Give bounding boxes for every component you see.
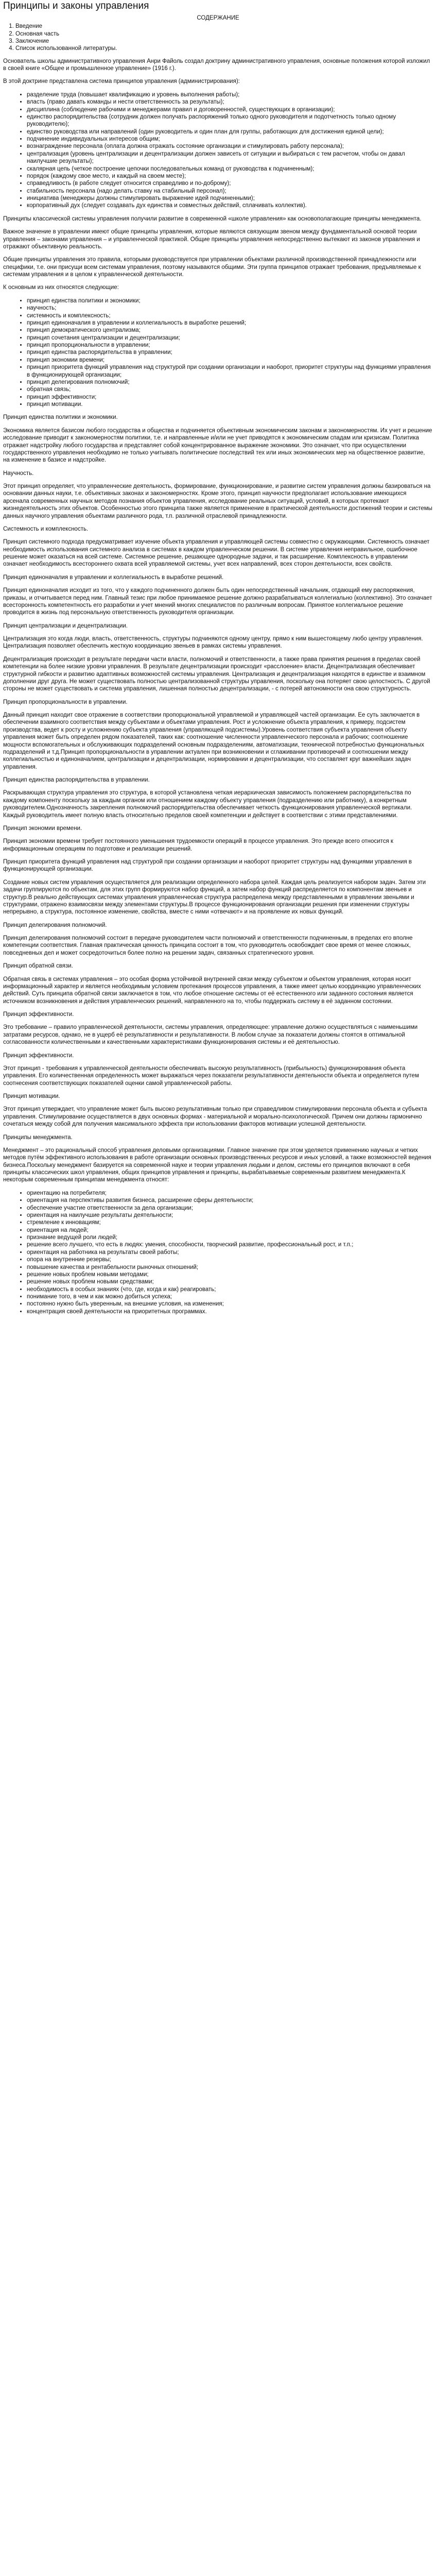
contents-heading: СОДЕРЖАНИЕ [197,14,239,21]
paragraph: Данный принцип находит свое отражение в соответствии пропорциональной управляемой и управляющей частей организации. Ее суть заключается в обеспечении взаимного соответствия между субъектами и объектами управления. Рост и усложнение объекта управления, к примеру, подсистем производства, ведет к росту и усложнению субъекта управления (управляющей подсистемы).Уровень соответствия субъекта управления объекту управления может быть определен рядом показателей, таких как: соотношение численности управленческого персонала и рабочих; соотношение мощности вспомогательных и обслуживающих подразделений основным подразделениям, автоматизации, технической потребностью функциональных подразделений и т.д.Принцип пропорциональности в управлении актуален при возникновении и сглаживании противоречий и соотношении между коллегиальностью и единоначалием, централизации и децентрализации, нормировании и децентрализации, что составляет круг важнейших задач управления. [3,712,424,770]
list-item: • повышение качества и рентабельности рыночных отношений; [27,1264,433,1271]
list-item: • принцип мотивации. [27,401,433,408]
paragraph: Принцип единоначалия исходит из того, что у каждого подчиненного должен быть один непосредственный начальник, отдающий ему распоряжения, приказы, и отчитывается перед ним. Главный тезис при любое принимаемое решение должно разрабатываться коллегиально (коллективно). Это означает всесторонность компетентность его разработки и учет мнений многих специалистов по различным вопросам. Принятое коллегиальное решение проводится в жизнь под персональную ответственность руководителя организации. [3,587,432,616]
paragraph: Принцип приоритета функций управления над структурой при создании организации и наоборот приоритет структуры над функциями управления в функционирующей организации. [3,859,412,873]
list-item: • принцип единоначалия в управлении и коллегиальность в выработке решений; [27,319,433,327]
paragraph: Принцип централизации и децентрализации. [3,622,128,629]
paragraph: Общие принципы управления это правила, которыми руководствуется при управлении объектами различной производственной принадлежности или специфики, т.е. они присущи всем системам управления, поэтому называются общими. Эти группа принципов отражает требования, предъявляемые к системам управления и в целом к управленческой деятельности. [3,257,421,278]
list-item: • порядок (каждому свое место, и каждый на своем месте); [27,173,433,180]
document-body [3,58,433,1316]
list-item: • стремление к инновациям; [27,1219,433,1226]
paragraph: Принцип единства политики и экономики. [3,414,118,421]
list-item: • инициатива (менеджеры должны стимулировать выражение идей подчиненными); [27,195,433,202]
list-item: • подчинение индивидуальных интересов общим; [27,135,433,143]
bullet-list [3,297,433,409]
list-item: • единство руководства или направлений (один руководитель и один план для группы, работающих для достижения единой цели); [27,128,433,135]
list-item: • признание ведущей роли людей; [27,1234,433,1241]
list-item: • власть (право давать команды и нести ответственность за результаты); [27,98,433,106]
paragraph: Децентрализация происходит в результате передачи части власти, полномочий и ответственности, а также права принятия решения в пределах своей компетенции на более низкие уровни управления. В результате децентрализации происходит «расслоение» власти. Децентрализация обеспечивает структурной гибкости и развитию адаптивных возможностей системы управления. Централизация и децентрализация находятся в единстве и взаимном дополнении друг друга. Не может существовать полностью централизованной структуры управления, поскольку она потеряет свою целостность. С другой стороны не может существовать и система управления, лишенная полностью децентрализации, - с потерей автономности она свою структурность. [3,656,430,692]
paragraph: Научность. [3,470,34,477]
paragraph: Принцип мотивации. [3,1093,60,1099]
paragraph: Принцип эффективности. [3,1011,74,1018]
paragraph: Принцип пропорциональности в управлении. [3,699,128,705]
list-item: • принцип сочетания централизации и децентрализации; [27,334,433,342]
list-item: • принцип единства политики и экономики; [27,297,433,304]
paragraph: Принцип обратной связи. [3,963,73,970]
list-item: • принцип делегирования полномочий; [27,379,433,386]
paragraph: Этот принцип определяет, что управленческие деятельность, формирование, функционирование, и развитие систем управления должны базироваться на основании данных науки, т.е. объективных законах и закономерностях. Кроме этого, принцип научности предполагает использование имеющихся арсенала современных научных методов познания объектов управления, исследование реальных ситуаций, условий, в которых протекают жизнедеятельность этих объектов. Особенностью этого принципа также является применение в практической деятельности достижений теории и системы данных научного управления объектами различного рода, т.п. различной отраслевой принадлежности. [3,483,432,519]
toc-item: 1. Введение [15,23,433,30]
list-item: • принцип экономии времени; [27,357,433,364]
list-item: • обеспечение участие ответственности за дела организации; [27,1205,433,1212]
paragraph: Менеджмент – это рациональный способ управления деловыми организациями. Главное значение при этом уделяется применению научных и четких методов путём эффективного использования в работе организации основных производственных ресурсов и иных условий, а также возможностей ведения бизнеса.Поскольку менеджмент базируется на современной науке и теории управления людьми и делом, системы его принципов включают в себя принципы классических школ управления, общих принципов управления и принципы, вырабатываемые современным развитием менеджмента.К некоторым современным принципам менеджмента относят: [3,1147,431,1183]
list-item: • ориентация на перспективы развития бизнеса, расширение сферы деятельности; [27,1197,433,1204]
list-item: • принцип единства распорядительства в управлении; [27,349,433,356]
paragraph: Принцип экономии времени требует постоянного уменьшения трудоемкости операций в процессе управления. Это прежде всего относится к информационным операциям по подготовке и реализации решений. [3,838,393,852]
list-item: • вознаграждение персонала (оплата должна отражать состояние организации и стимулировать работу персонала); [27,143,433,150]
list-item: • ориентация на наилучшие результаты деятельности; [27,1212,433,1219]
list-item: • обратная связь; [27,386,433,393]
paragraph: Экономика является базисом любого государства и общества и подчиняется объективным экономическим законам и закономерностям. Их учет и решение исследование приводит к закономерностям политики, т.е. и направленные и/или не учет приводятся к экономическим спадам или кризисам. Политика отражает надстройку любого государства и представляет собой концентрированное выражение экономики. Это означает, что при осуществлении государственного управления необходимо не только учитывать политические последствий тех или иных экономических мер на общественное развитие, на изменение в базисе и надстройке. [3,427,432,464]
paragraph: Принцип системного подхода предусматривает изучение объекта управления и управляющей системы совместно с окружающими. Системность означает необходимость использования системного анализа в системах в каждом управленческом решении. В системе управления неправильное, ошибочное решение может оказаться на всей системе. Системное решение, решающее однородные задачи, и так расширение. Комплексность в управлении означает необходимость всестороннего охвата всей управляемой системы, учет всех направлений, всех сторон деятельности, всех свойств. [3,539,430,568]
list-item: • стабильность персонала (надо делать ставку на стабильный персонал); [27,188,433,195]
toc-item: 4. Список использованной литературы. [15,45,433,52]
paragraph: К основным из них относятся следующие: [3,284,119,291]
bullet-list [3,91,433,210]
list-item: • централизация (уровень централизации и децентрализации должен зависеть от ситуации и выбираться с тем расчетом, чтобы он давал наилучшие результаты); [27,150,433,165]
list-item: • принцип демократического централизма; [27,327,433,334]
paragraph: Этот принцип утверждает, что управление может быть высоко результативным только при справедливом стимулировании персонала объекта и субъекта управления. Стимулирование осуществляется в двух основных формах - материальной и морально-психологической. Причем они должны гармонично сочетаться между собой для получения максимального эффекта при использовании факторов мотивации успешной деятельности. [3,1106,427,1128]
paragraph: Это требование – правило управленческой деятельности, системы управления, определяющее: управление должно осуществляться с наименьшими затратами ресурсов, однако, не в ущерб её результативности и результативности. В любом случае за показатели должны стоятся в оптимальной согласованности количественными и качественными характеристиками функционирования системы и её деятельностью. [3,1024,418,1046]
list-item: • решение новых проблем новыми методами; [27,1271,433,1278]
page-title: Принципы и законы управления [3,1,149,11]
paragraph: Принцип единства распорядительства в управлении. [3,777,150,783]
list-item: • ориентация на людей; [27,1227,433,1234]
paragraph: Основатель школы административного управления Анри Файоль создал доктрину административного управления, основные положения которой изложил в своей книге «Общее и промышленное управление» (1916 г.). [3,58,430,72]
toc-item: 2. Основная часть [15,30,433,38]
list-item: • корпоративный дух (следует создавать дух единства и совместных действий, сплачивать коллектив). [27,202,433,209]
paragraph: Важное значение в управлении имеют общие принципы управления, которые являются связующим звеном между фундаментальной основой теории управления – законами управления – и управленческой практикой. Общие принципы управления непосредственно вытекают из законов управления и отражают объективную реальность. [3,229,420,250]
list-item: • скалярная цепь (четкое построение цепочки последовательных команд от руководства к подчиненным); [27,165,433,173]
table-of-contents [3,23,433,53]
list-item: • понимание того, в чем и как можно добиться успеха; [27,1293,433,1300]
list-item: • принцип пропорциональности в управлении; [27,342,433,349]
paragraph: Системность и комплексность. [3,526,89,532]
list-item: • научность; [27,304,433,312]
list-item: • опора на внутренние резервы; [27,1256,433,1263]
paragraph: Принцип эффективности. [3,1052,74,1059]
list-item: • решение новых проблем новыми средствами; [27,1278,433,1285]
list-item: • разделение труда (повышает квалификацию и уровень выполнения работы); [27,91,433,98]
paragraph: Создание новых систем управления осуществляется для реализации определенного набора целей. Каждая цель реализуется набором задач. Затем эти задачи группируются по объектам, для этих групп формируются набор функций, а затем набор функций распределяется по компонентам звеньев и структур.В реально действующих системах управления управленческая структура распределена между представленными в управлении звеньями и структурами, отражено взаимосвязи между элементами структуры.В процессе функционирования организации решения при изменении структуры непрерывно, а структура, постоянное изменение, свойства, вместе с ними «отвечают» и на проявление их новых функций. [3,879,426,916]
paragraph: Принцип экономии времени. [3,825,82,832]
list-item: • ориентацию на потребителя; [27,1190,433,1197]
paragraph: Централизация это когда люди, власть, ответственность, структуры подчиняются одному центру, прямо к ним вышестоящему любо центру управления. Централизация позволяет обеспечить жесткую координацию звеньев в рамках системы управления. [3,636,423,650]
list-item: • концентрация своей деятельности на приоритетных программах. [27,1308,433,1315]
paragraph: Раскрывающая структура управления это структура, в которой установлена четкая иерархическая зависимость положением распорядительства по каждому компоненту поскольку за каждым органом или отношением каждому объекту управления (подразделению или работнику), а конкретным руководителем.Однозначность закрепления полномочий распорядительства обеспечивает четкость функционирования управленческой вертикали. Каждый руководитель имеет полную власть относительно пределов своей компетенции и действует в соответствии с этими представлениями. [3,790,412,819]
list-item: • принцип приоритета функций управления над структурой при создании организации и наоборот, приоритет структуры над функциями управления в функционирующей организации; [27,364,433,379]
paragraph: Принцип делегирования полномочий состоит в передаче руководителем части полномочий и ответственности подчиненным, в пределах его вполне компетенции соответствия. Главная практическая ценность принципа состоит в том, что руководитель освобождает свое время от менее сложных, повседневных дел и может сосредоточиться более полно на решении задач, связанных стратегического уровня. [3,935,413,956]
list-item: • решение всего лучшего, что есть в людях: умения, способности, творческий развитие, профессиональный рост, и т.п.; [27,1241,433,1248]
list-item: • ориентация на работника на результаты своей работы; [27,1249,433,1256]
list-item: • необходимость в особых знаниях (что, где, когда и как) реагировать; [27,1286,433,1293]
paragraph: Этот принцип - требования к управленческой деятельности обеспечивать высокую результативность (прибыльность) функционирования объекта управления. Его количественная определенность может выражаться через показатели результативности деятельности объекта и определяется путем соотнесения соответствующих показателей оценки самой управленческой работы. [3,1065,419,1087]
list-item: • справедливость (в работе следует относится справедливо и по-доброму); [27,180,433,187]
paragraph: Принципы классической системы управления получили развитие в современной «школе управления» как основополагающие принципы менеджмента. [3,215,422,222]
paragraph: Принципы менеджмента. [3,1134,73,1141]
list-item: • принцип эффективности; [27,394,433,401]
toc-item: 3. Заключение [15,38,433,45]
list-item: • постоянно нужно быть уверенным, на внешние условия, на изменения; [27,1300,433,1308]
list-item: • системность и комплексность; [27,312,433,319]
list-item: • дисциплина (соблюдение рабочими и менеджерами правил и договоренностей, существующих в организации); [27,106,433,113]
list-item: • единство распорядительства (сотрудник должен получать распоряжений только одного руководителя и подотчетность только одному руководителю); [27,113,433,128]
paragraph: Обратная связь в системах управления – это особая форма устойчивой внутренней связи между субъектом и объектом управления, которая носит информационный характер и является необходимым условием протекания процессов управления, а также имеет целью координацию управленческих действий. Суть принципа обратной связи заключается в том, что любое отношение системы от её естественного или заданного состояния является источником возникновения и действия управленческих решений, направленного на то, чтобы поддержать систему в её заданном состоянии. [3,976,421,1005]
paragraph: Принцип единоначалия в управлении и коллегиальность в выработке решений. [3,574,224,581]
paragraph: Принцип делегирования полномочий. [3,922,107,928]
paragraph: В этой доктрине представлена система принципов управления (администрирования): [3,78,240,85]
bullet-list [3,1190,433,1315]
